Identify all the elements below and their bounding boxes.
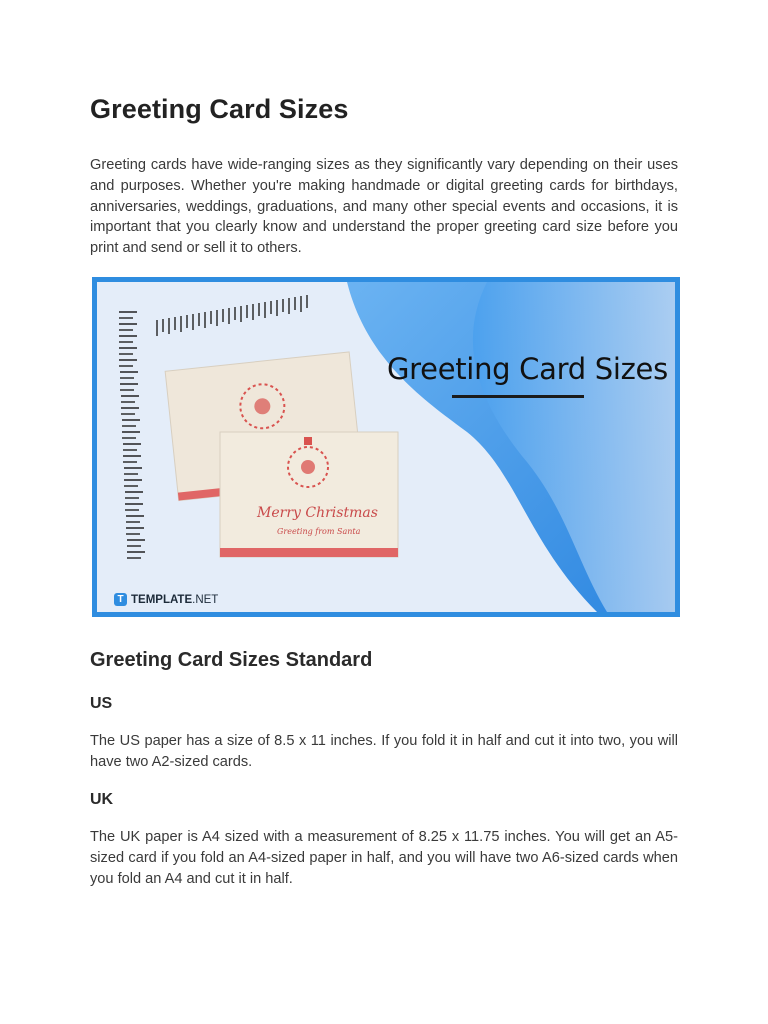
banner-title: Greeting Card Sizes bbox=[387, 352, 668, 386]
intro-paragraph: Greeting cards have wide-ranging sizes as they significantly vary depending on their uses and purposes. Whether you're making handmade or digital greeting cards for birthdays, anniversaries, weddings, graduations, and many other special events and occasions, it is important that you clearly know and understand the proper greeting card size before you print and send or sell it to others. bbox=[90, 157, 678, 257]
banner-title-underline bbox=[452, 395, 584, 398]
banner-artwork bbox=[97, 282, 675, 612]
brand-suffix: .NET bbox=[192, 593, 219, 606]
brand-name: TEMPLATE bbox=[131, 593, 193, 606]
section-heading: Greeting Card Sizes Standard bbox=[90, 649, 373, 671]
card-greeting-text: Merry Christmas bbox=[257, 505, 378, 521]
page-title: Greeting Card Sizes bbox=[90, 94, 349, 124]
card-greeting-subtext: Greeting from Santa bbox=[277, 527, 361, 536]
us-heading: US bbox=[90, 695, 113, 712]
banner-image bbox=[92, 277, 680, 617]
uk-heading: UK bbox=[90, 791, 114, 808]
us-paragraph: The US paper has a size of 8.5 x 11 inches. If you fold it in half and cut it into two, you will have two A2-sized cards. bbox=[90, 733, 678, 770]
template-logo-icon: T bbox=[114, 593, 127, 606]
uk-paragraph: The UK paper is A4 sized with a measurement of 8.25 x 11.75 inches. You will get an A5-sized card if you fold an A4-sized paper in half, and you will have two A6-sized cards when you fold an A4 and cut it in half. bbox=[90, 829, 678, 887]
brand-logo bbox=[114, 593, 218, 606]
greeting-card-front bbox=[220, 432, 398, 557]
